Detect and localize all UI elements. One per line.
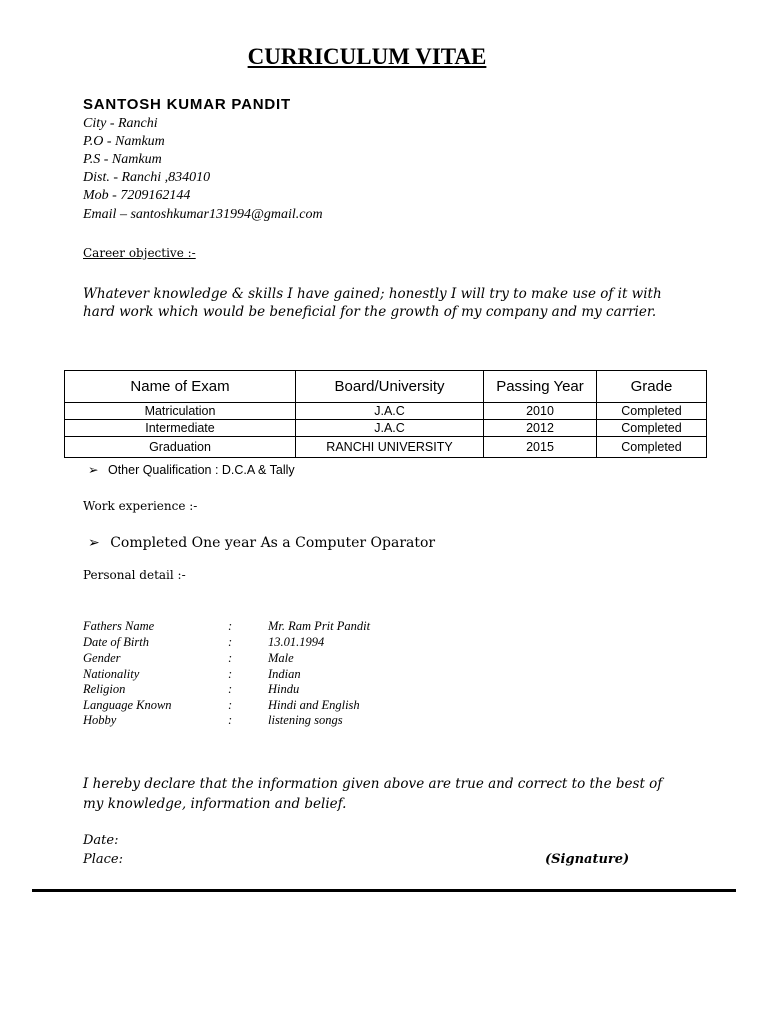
address-city: City - Ranchi	[83, 116, 158, 131]
personal-detail-row	[83, 651, 483, 667]
personal-detail-row	[83, 667, 483, 683]
cell-board: RANCHI UNIVERSITY	[296, 437, 484, 458]
address-mobile: Mob - 7209162144	[83, 188, 191, 203]
education-table	[64, 370, 707, 458]
address-po: P.O - Namkum	[83, 134, 165, 149]
declaration-line-1: I hereby declare that the information given above are true and correct to the best of	[83, 776, 663, 792]
detail-value: Male	[268, 651, 294, 665]
detail-key: Fathers Name	[83, 619, 155, 633]
cell-year: 2010	[484, 403, 597, 420]
detail-colon: :	[228, 713, 233, 727]
cell-grade: Completed	[597, 437, 707, 458]
work-experience-item	[88, 535, 435, 551]
detail-value: Hindu	[268, 682, 300, 696]
cell-grade: Completed	[597, 420, 707, 437]
address-email: Email – santoshkumar131994@gmail.com	[83, 207, 323, 222]
detail-colon: :	[228, 635, 233, 649]
arrow-bullet-icon: ➢	[88, 463, 99, 477]
career-objective-heading: Career objective :-	[83, 246, 196, 260]
personal-detail-row	[83, 682, 483, 698]
career-objective-line-2: hard work which would be beneficial for the growth of my company and my carrier.	[83, 304, 657, 320]
detail-colon: :	[228, 698, 233, 712]
cell-grade: Completed	[597, 403, 707, 420]
header-passing-year: Passing Year	[484, 371, 597, 403]
detail-colon: :	[228, 619, 233, 633]
candidate-name: SANTOSH KUMAR PANDIT	[83, 96, 291, 113]
cell-year: 2015	[484, 437, 597, 458]
document-title: CURRICULUM VITAE	[247, 44, 487, 69]
work-experience-heading: Work experience :-	[83, 499, 198, 513]
personal-detail-row	[83, 698, 483, 714]
detail-colon: :	[228, 667, 233, 681]
header-name-of-exam: Name of Exam	[65, 371, 296, 403]
detail-key: Hobby	[83, 713, 117, 727]
signature-label: (Signature)	[545, 852, 630, 867]
personal-detail-row	[83, 713, 483, 729]
detail-colon: :	[228, 651, 233, 665]
detail-key: Religion	[83, 682, 126, 696]
work-experience-text: Completed One year As a Computer Oparator	[110, 535, 436, 551]
detail-colon: :	[228, 682, 233, 696]
address-dist: Dist. - Ranchi ,834010	[83, 170, 211, 185]
table-row	[65, 403, 707, 420]
detail-value: 13.01.1994	[268, 635, 325, 649]
detail-key: Nationality	[83, 667, 140, 681]
table-row	[65, 437, 707, 458]
other-qualification-line	[88, 462, 295, 477]
detail-value: Mr. Ram Prit Pandit	[268, 619, 371, 633]
header-board-university: Board/University	[296, 371, 484, 403]
cell-year: 2012	[484, 420, 597, 437]
detail-value: Indian	[268, 667, 301, 681]
personal-detail-heading: Personal detail :-	[83, 568, 186, 582]
cell-exam: Graduation	[65, 437, 296, 458]
personal-detail-row	[83, 619, 483, 635]
place-label: Place:	[83, 852, 124, 867]
declaration-line-2: my knowledge, information and belief.	[83, 796, 347, 812]
cell-board: J.A.C	[296, 403, 484, 420]
address-ps: P.S - Namkum	[83, 152, 162, 167]
detail-value: listening songs	[268, 713, 343, 727]
table-row	[65, 420, 707, 437]
cell-board: J.A.C	[296, 420, 484, 437]
cell-exam: Intermediate	[65, 420, 296, 437]
cell-exam: Matriculation	[65, 403, 296, 420]
detail-key: Gender	[83, 651, 121, 665]
bottom-divider	[32, 889, 736, 892]
header-grade: Grade	[597, 371, 707, 403]
detail-key: Date of Birth	[83, 635, 149, 649]
arrow-bullet-icon: ➢	[88, 535, 100, 551]
other-qualification-text: Other Qualification : D.C.A & Tally	[107, 463, 295, 477]
detail-key: Language Known	[83, 698, 172, 712]
detail-value: Hindi and English	[268, 698, 360, 712]
personal-detail-row	[83, 635, 483, 651]
career-objective-line-1: Whatever knowledge & skills I have gained; honestly I will try to make use of it with	[83, 286, 662, 302]
date-label: Date:	[83, 833, 119, 848]
education-header-row	[65, 371, 707, 403]
